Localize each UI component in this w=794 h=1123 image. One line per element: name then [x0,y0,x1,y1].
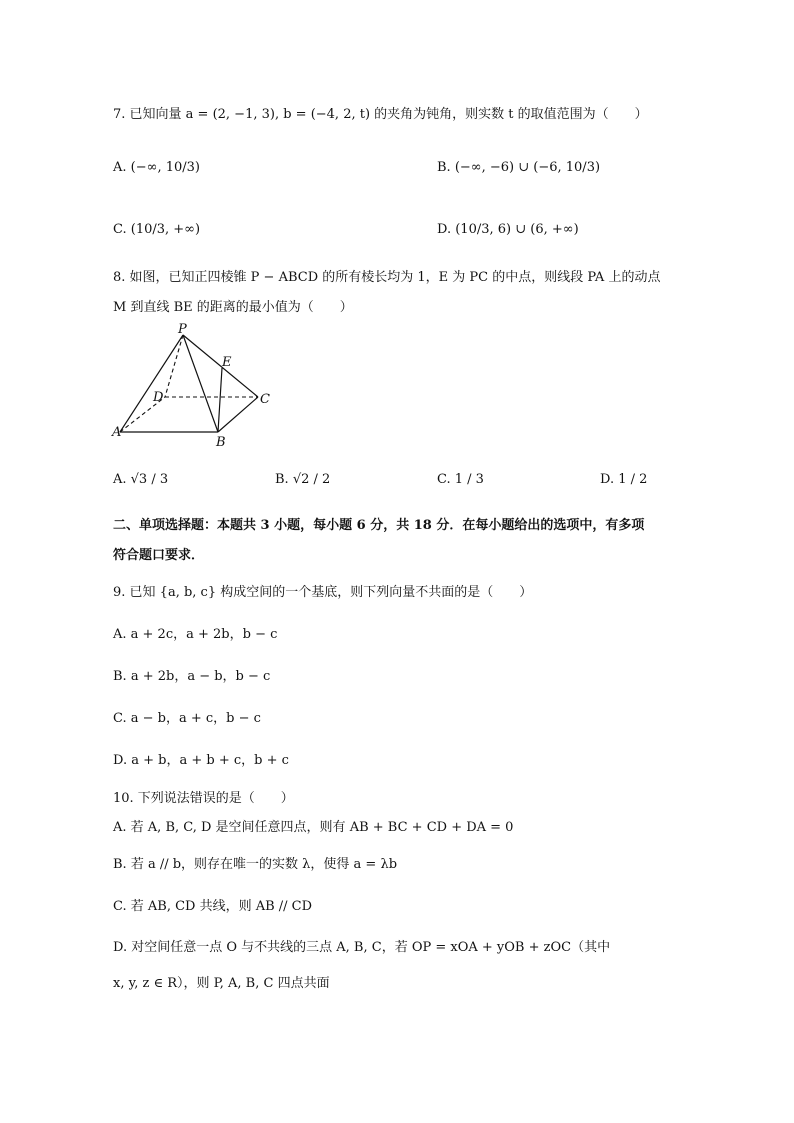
segment-be [218,368,222,432]
label-d: D [153,390,164,405]
q7-option-b: B. (−∞, −6) ∪ (−6, 10/3) [437,160,601,175]
section2-heading-line2: 符合题口要求． [113,548,205,563]
q9-option-d: D. a + b，a + b + c，b + c [113,753,289,768]
q8-stem-line1: 8. 如图，已知正四棱锥 P − ABCD 的所有棱长均为 1，E 为 PC 的中点，则线段 PA 上的动点 [113,270,661,285]
q9-option-b: B. a + 2b，a − b，b − c [113,669,271,684]
q10-option-d-line1: D. 对空间任意一点 O 与不共线的三点 A, B, C，若 OP = xOA + yOB + zOC（其中 [113,940,611,955]
q7-option-d: D. (10/3, 6) ∪ (6, +∞) [437,222,579,237]
edge-bc [218,397,258,432]
label-p: P [178,322,187,337]
q9-option-a: A. a + 2c，a + 2b，b − c [113,627,278,642]
label-a: A [112,425,122,440]
q10-option-a: A. 若 A, B, C, D 是空间任意四点，则有 AB + BC + CD + DA = 0 [113,820,514,835]
q10-option-b: B. 若 a // b，则存在唯一的实数 λ，使得 a = λb [113,857,398,872]
q7-stem: 7. 已知向量 a = (2, −1, 3), b = (−4, 2, t) 的夹角为钝角，则实数 t 的取值范围为（ ） [113,107,648,122]
q7-option-c: C. (10/3, +∞) [113,222,201,237]
q8-option-d: D. 1 / 2 [600,472,648,487]
label-e: E [222,355,232,370]
q10-option-d-line2: x, y, z ∈ R），则 P, A, B, C 四点共面 [113,976,330,991]
section2-heading-line1: 二、单项选择题：本题共 3 小题，每小题 6 分，共 18 分．在每小题给出的选项中，有多项 [113,518,645,533]
q9-stem: 9. 已知 {a, b, c} 构成空间的一个基底，则下列向量不共面的是（ ） [113,585,533,600]
pyramid-figure [110,322,280,448]
q7-option-a: A. (−∞, 10/3) [113,160,200,175]
label-b: B [216,435,226,448]
q9-option-c: C. a − b，a + c，b − c [113,711,261,726]
q8-option-a: A. √3 / 3 [113,472,169,487]
edge-pd-hidden [165,335,183,397]
q10-stem: 10. 下列说法错误的是（ ） [113,791,294,806]
q10-option-c: C. 若 AB, CD 共线，则 AB // CD [113,899,313,914]
edge-pa [120,335,183,432]
q8-stem-line2: M 到直线 BE 的距离的最小值为（ ） [113,300,353,315]
q8-option-b: B. √2 / 2 [275,472,331,487]
q8-option-c: C. 1 / 3 [437,472,484,487]
label-c: C [260,392,270,407]
